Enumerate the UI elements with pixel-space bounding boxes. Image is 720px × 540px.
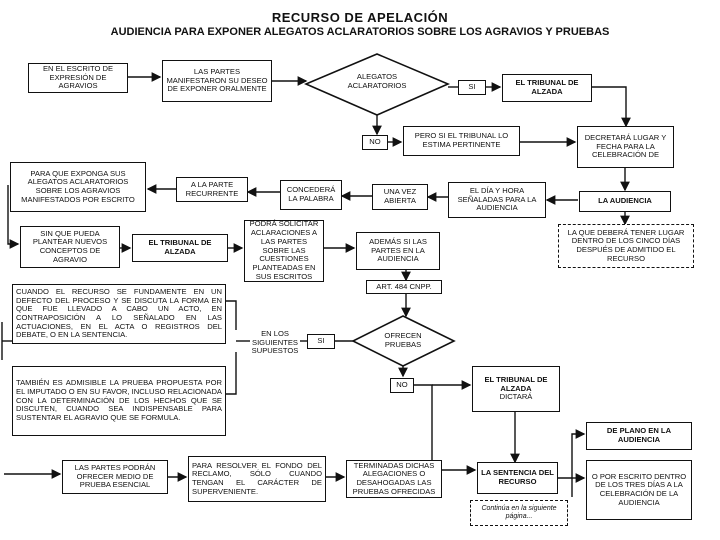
la-sentencia-box <box>477 462 558 494</box>
pero-si-tribunal-text: PERO SI EL TRIBUNAL LO ESTIMA PERTINENTE <box>414 131 509 149</box>
continua-note <box>470 500 568 526</box>
sin-que-pueda-box <box>20 226 120 268</box>
page-subtitle: AUDIENCIA PARA EXPONER ALEGATOS ACLARATORIOS SOBRE LOS AGRAVIOS Y PRUEBAS <box>110 26 610 38</box>
ofrecen-pruebas-label: OFRECEN PRUEBAS <box>384 331 422 349</box>
dictara-text: DICTARÁ <box>499 392 533 402</box>
terminadas-dichas-box <box>346 460 442 498</box>
concedera-palabra-text: CONCEDERÁ LA PALABRA <box>286 185 336 203</box>
para-que-exponga-box <box>10 162 146 212</box>
art-484-text: ART. 484 CNPP. <box>376 281 432 291</box>
page-title: RECURSO DE APELACIÓN <box>271 10 449 25</box>
o-por-escrito-text: O POR ESCRITO DENTRO DE LOS TRES DÍAS A LA CELEBRACIÓN DE LA AUDIENCIA <box>591 471 687 507</box>
podra-solicitar-box <box>244 220 324 282</box>
pero-si-tribunal-box <box>403 126 520 156</box>
a-la-parte-text: A LA PARTE RECURRENTE <box>185 179 239 198</box>
o-por-escrito-box <box>586 460 692 520</box>
la-audiencia-box <box>579 191 671 212</box>
terminadas-dichas-text: TERMINADAS DICHAS ALEGACIONES O DESAHOGADAS LAS PRUEBAS OFRECIDAS <box>352 460 436 496</box>
para-resolver-box <box>188 456 326 502</box>
las-partes-podran-text: LAS PARTES PODRÁN OFRECER MEDIO DE PRUEBA ESENCIAL <box>74 462 156 490</box>
si-text-2: SI <box>317 336 325 346</box>
el-dia-hora-text: EL DÍA Y HORA SEÑALADAS PARA LA AUDIENCIA <box>457 185 537 213</box>
la-que-debera-box <box>558 224 694 268</box>
no-box-2 <box>390 378 414 393</box>
tribunal-dictara-title: EL TRIBUNAL DE ALZADA <box>484 374 548 393</box>
sin-que-pueda-text: SIN QUE PUEDA PLANTEAR NUEVOS CONCEPTOS DE AGRAVIO <box>32 228 108 264</box>
una-vez-abierta-text: UNA VEZ ABIERTA <box>383 187 417 205</box>
ademas-si-partes-text: ADEMÁS SI LAS PARTES EN LA AUDIENCIA <box>369 236 427 264</box>
ademas-si-partes-box <box>356 232 440 270</box>
art-484-box <box>366 280 442 294</box>
la-audiencia-text: LA AUDIENCIA <box>598 196 652 206</box>
tribunal-alzada-text-1: EL TRIBUNAL DE ALZADA <box>515 78 579 96</box>
escrito-expresion-text: EN EL ESCRITO DE EXPRESIÓN DE AGRAVIOS <box>42 63 114 91</box>
escrito-expresion-box <box>28 63 128 93</box>
partes-manifestaron-text: LAS PARTES MANIFESTARON SU DESEO DE EXPONER ORALMENTE <box>166 66 268 94</box>
tambien-admisible-text: TAMBIÉN ES ADMISIBLE LA PRUEBA PROPUESTA POR EL IMPUTADO O EN SU FAVOR, INCLUSO RELACIONADA CON LA DETERMINACIÓN DE LOS HECHOS QUE SE DISCUTEN, CUANDO SEA INDISPENSABLE PARA SUSTENTAR EL AGRAVIO QUE SE FORMULA. <box>16 378 222 423</box>
continua-text: Continúa en la siguiente página... <box>481 504 557 520</box>
de-plano-text: DE PLANO EN LA AUDIENCIA <box>606 426 672 444</box>
decretara-lugar-box <box>577 126 674 168</box>
partes-manifestaron-box <box>162 60 272 102</box>
cuando-recurso-text: CUANDO EL RECURSO SE FUNDAMENTE EN UN DEFECTO DEL PROCESO Y SE DISCUTA LA FORMA EN QUE FUE LLEVADO A CABO UN ACTO, EN CONTRAPOSICIÓN A LO SEÑALADO EN LAS ACTUACIONES, EN EL ACTA O REGISTROS DEL DEBATE, O EN LA SENTENCIA. <box>16 286 222 340</box>
decretara-lugar-text: DECRETARÁ LUGAR Y FECHA PARA LA CELEBRACIÓN DE <box>584 132 667 160</box>
la-que-debera-text: LA QUE DEBERÁ TENER LUGAR DENTRO DE LOS CINCO DÍAS DESPUÉS DE ADMITIDO EL RECURSO <box>567 227 685 263</box>
tribunal-alzada-box-2 <box>132 234 228 262</box>
tambien-admisible-box <box>12 366 226 436</box>
alegatos-aclaratorios-label: ALEGATOS ACLARATORIOS <box>347 72 407 90</box>
si-box-1 <box>458 80 486 95</box>
no-text-1: NO <box>369 137 381 147</box>
en-los-siguientes-label: EN LOS SIGUIENTES SUPUESTOS <box>251 329 299 356</box>
para-resolver-text: PARA RESOLVER EL FONDO DEL RECLAMO, SÓLO CUANDO TENGAN EL CARÁCTER DE SUPERVENIENTE. <box>192 460 322 496</box>
no-text-2: NO <box>396 380 408 390</box>
podra-solicitar-text: PODRÁ SOLICITAR ACLARACIONES A LAS PARTES SOBRE LAS CUESTIONES PLANTEADAS EN SUS ESCRITOS <box>249 219 319 281</box>
tribunal-alzada-box-1 <box>502 74 592 102</box>
si-text-1: SI <box>468 82 476 92</box>
si-box-2 <box>307 334 335 349</box>
una-vez-abierta-box <box>372 184 428 210</box>
las-partes-podran-box <box>62 460 168 494</box>
de-plano-box <box>586 422 692 450</box>
el-dia-hora-box <box>448 182 546 218</box>
tribunal-alzada-text-2: EL TRIBUNAL DE ALZADA <box>148 238 212 256</box>
tribunal-dictara-box <box>472 366 560 412</box>
cuando-recurso-box <box>12 284 226 344</box>
a-la-parte-box <box>176 177 248 202</box>
no-box-1 <box>362 135 388 150</box>
concedera-palabra-box <box>280 180 342 210</box>
la-sentencia-text: LA SENTENCIA DEL RECURSO <box>481 468 554 486</box>
para-que-exponga-text: PARA QUE EXPONGA SUS ALEGATOS ACLARATORIOS SOBRE LOS AGRAVIOS MANIFESTADOS POR ESCRITO <box>21 168 135 204</box>
